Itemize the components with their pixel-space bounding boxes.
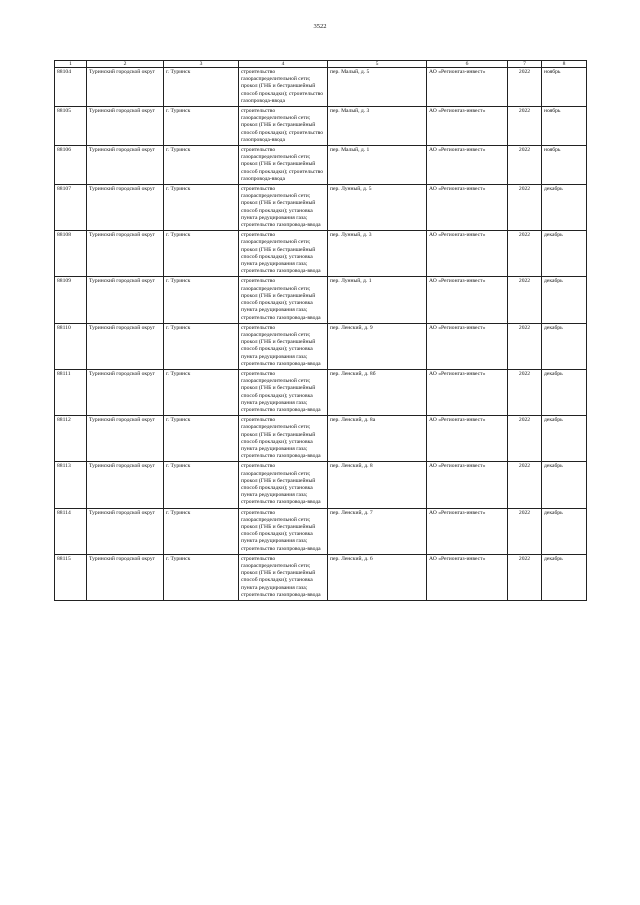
settlement-cell: г. Туринск: [164, 185, 239, 231]
month-cell: декабрь: [542, 416, 587, 462]
district-cell: Туринский городской округ: [87, 323, 164, 369]
year-cell: 2022: [508, 146, 542, 185]
organization-cell: АО «Регионгаз-инвест»: [427, 416, 508, 462]
table-row: [55, 68, 587, 107]
address-cell: пер. Ленский, д. 9: [328, 323, 427, 369]
district-cell: Туринский городской округ: [87, 554, 164, 600]
settlement-cell: г. Туринск: [164, 231, 239, 277]
address-cell: пер. Ленский, д. 6: [328, 554, 427, 600]
address-cell: пер. Малый, д. 5: [328, 68, 427, 107]
page-number: 3522: [313, 23, 327, 30]
address-cell: пер. Ленский, д. 8б: [328, 369, 427, 415]
district-cell: Туринский городской округ: [87, 146, 164, 185]
row-number: 88113: [55, 462, 87, 508]
settlement-cell: г. Туринск: [164, 369, 239, 415]
column-number: 8: [542, 61, 587, 68]
settlement-cell: г. Туринск: [164, 277, 239, 323]
row-number: 88105: [55, 107, 87, 146]
address-cell: пер. Лунный, д. 5: [328, 185, 427, 231]
organization-cell: АО «Регионгаз-инвест»: [427, 146, 508, 185]
work-description-cell: строительство газораспределительной сети; прокол (ГНБ и бестраншейный способ прокладки); строительство газопровода-ввода: [239, 146, 328, 185]
district-cell: Туринский городской округ: [87, 107, 164, 146]
year-cell: 2022: [508, 231, 542, 277]
work-description-cell: строительство газораспределительной сети; прокол (ГНБ и бестраншейный способ прокладки); установка пункта редуцирования газа; строительство газопровода-ввода: [239, 369, 328, 415]
settlement-cell: г. Туринск: [164, 554, 239, 600]
row-number: 88106: [55, 146, 87, 185]
column-number: 4: [239, 61, 328, 68]
month-cell: ноябрь: [542, 68, 587, 107]
year-cell: 2022: [508, 185, 542, 231]
year-cell: 2022: [508, 323, 542, 369]
column-number-row: [55, 61, 587, 68]
settlement-cell: г. Туринск: [164, 323, 239, 369]
address-cell: пер. Лунный, д. 3: [328, 231, 427, 277]
work-description-cell: строительство газораспределительной сети; прокол (ГНБ и бестраншейный способ прокладки); установка пункта редуцирования газа; строительство газопровода-ввода: [239, 554, 328, 600]
settlement-cell: г. Туринск: [164, 146, 239, 185]
district-cell: Туринский городской округ: [87, 68, 164, 107]
work-description-cell: строительство газораспределительной сети; прокол (ГНБ и бестраншейный способ прокладки); установка пункта редуцирования газа; строительство газопровода-ввода: [239, 508, 328, 554]
settlement-cell: г. Туринск: [164, 107, 239, 146]
column-number: 1: [55, 61, 87, 68]
row-number: 88107: [55, 185, 87, 231]
organization-cell: АО «Регионгаз-инвест»: [427, 508, 508, 554]
table-row: [55, 369, 587, 415]
work-description-cell: строительство газораспределительной сети; прокол (ГНБ и бестраншейный способ прокладки); установка пункта редуцирования газа; строительство газопровода-ввода: [239, 416, 328, 462]
row-number: 88112: [55, 416, 87, 462]
year-cell: 2022: [508, 462, 542, 508]
address-cell: пер. Лунный, д. 1: [328, 277, 427, 323]
column-number: 5: [328, 61, 427, 68]
year-cell: 2022: [508, 416, 542, 462]
row-number: 88111: [55, 369, 87, 415]
month-cell: декабрь: [542, 462, 587, 508]
address-cell: пер. Ленский, д. 8: [328, 462, 427, 508]
organization-cell: АО «Регионгаз-инвест»: [427, 277, 508, 323]
column-number: 3: [164, 61, 239, 68]
year-cell: 2022: [508, 277, 542, 323]
district-cell: Туринский городской округ: [87, 508, 164, 554]
work-description-cell: строительство газораспределительной сети; прокол (ГНБ и бестраншейный способ прокладки); установка пункта редуцирования газа; строительство газопровода-ввода: [239, 277, 328, 323]
work-description-cell: строительство газораспределительной сети; прокол (ГНБ и бестраншейный способ прокладки); строительство газопровода-ввода: [239, 107, 328, 146]
table-row: [55, 107, 587, 146]
row-number: 88109: [55, 277, 87, 323]
table-row: [55, 323, 587, 369]
settlement-cell: г. Туринск: [164, 508, 239, 554]
organization-cell: АО «Регионгаз-инвест»: [427, 231, 508, 277]
table-row: [55, 185, 587, 231]
organization-cell: АО «Регионгаз-инвест»: [427, 185, 508, 231]
table-row: [55, 231, 587, 277]
district-cell: Туринский городской округ: [87, 231, 164, 277]
row-number: 88104: [55, 68, 87, 107]
year-cell: 2022: [508, 369, 542, 415]
work-description-cell: строительство газораспределительной сети; прокол (ГНБ и бестраншейный способ прокладки); установка пункта редуцирования газа; строительство газопровода-ввода: [239, 323, 328, 369]
organization-cell: АО «Регионгаз-инвест»: [427, 369, 508, 415]
table-row: [55, 416, 587, 462]
address-cell: пер. Ленский, д. 8а: [328, 416, 427, 462]
organization-cell: АО «Регионгаз-инвест»: [427, 554, 508, 600]
table-row: [55, 554, 587, 600]
month-cell: декабрь: [542, 185, 587, 231]
organization-cell: АО «Регионгаз-инвест»: [427, 462, 508, 508]
settlement-cell: г. Туринск: [164, 416, 239, 462]
month-cell: декабрь: [542, 554, 587, 600]
work-description-cell: строительство газораспределительной сети; прокол (ГНБ и бестраншейный способ прокладки); установка пункта редуцирования газа; строительство газопровода-ввода: [239, 185, 328, 231]
district-cell: Туринский городской округ: [87, 185, 164, 231]
settlement-cell: г. Туринск: [164, 68, 239, 107]
year-cell: 2022: [508, 68, 542, 107]
work-description-cell: строительство газораспределительной сети; прокол (ГНБ и бестраншейный способ прокладки); строительство газопровода-ввода: [239, 68, 328, 107]
month-cell: декабрь: [542, 277, 587, 323]
address-cell: пер. Малый, д. 1: [328, 146, 427, 185]
address-cell: пер. Ленский, д. 7: [328, 508, 427, 554]
organization-cell: АО «Регионгаз-инвест»: [427, 323, 508, 369]
organization-cell: АО «Регионгаз-инвест»: [427, 68, 508, 107]
month-cell: декабрь: [542, 369, 587, 415]
district-cell: Туринский городской округ: [87, 277, 164, 323]
district-cell: Туринский городской округ: [87, 462, 164, 508]
year-cell: 2022: [508, 508, 542, 554]
row-number: 88108: [55, 231, 87, 277]
table-row: [55, 462, 587, 508]
row-number: 88114: [55, 508, 87, 554]
table-row: [55, 146, 587, 185]
column-number: 2: [87, 61, 164, 68]
work-description-cell: строительство газораспределительной сети; прокол (ГНБ и бестраншейный способ прокладки); установка пункта редуцирования газа; строительство газопровода-ввода: [239, 231, 328, 277]
work-description-cell: строительство газораспределительной сети; прокол (ГНБ и бестраншейный способ прокладки); установка пункта редуцирования газа; строительство газопровода-ввода: [239, 462, 328, 508]
month-cell: ноябрь: [542, 146, 587, 185]
works-table: [54, 60, 587, 601]
month-cell: декабрь: [542, 231, 587, 277]
year-cell: 2022: [508, 107, 542, 146]
settlement-cell: г. Туринск: [164, 462, 239, 508]
month-cell: декабрь: [542, 323, 587, 369]
table-row: [55, 277, 587, 323]
column-number: 7: [508, 61, 542, 68]
row-number: 88110: [55, 323, 87, 369]
organization-cell: АО «Регионгаз-инвест»: [427, 107, 508, 146]
month-cell: ноябрь: [542, 107, 587, 146]
column-number: 6: [427, 61, 508, 68]
year-cell: 2022: [508, 554, 542, 600]
month-cell: декабрь: [542, 508, 587, 554]
district-cell: Туринский городской округ: [87, 369, 164, 415]
address-cell: пер. Малый, д. 3: [328, 107, 427, 146]
row-number: 88115: [55, 554, 87, 600]
table-row: [55, 508, 587, 554]
district-cell: Туринский городской округ: [87, 416, 164, 462]
